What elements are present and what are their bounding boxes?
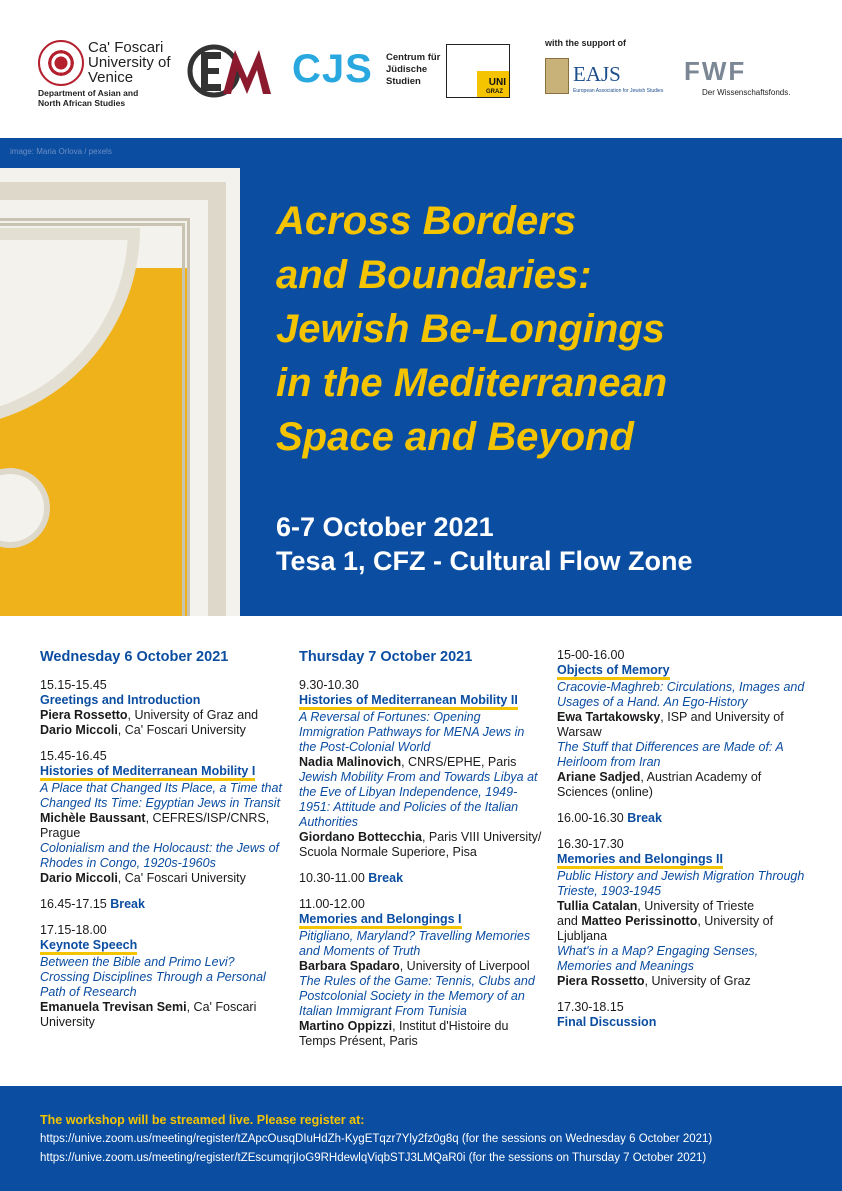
- fwf-subtitle: Der Wissenschaftsfonds.: [702, 88, 791, 97]
- speaker: [299, 830, 545, 860]
- session-time: 17.15-18.00: [40, 923, 107, 937]
- speaker-affiliation: , University of Graz: [644, 974, 751, 988]
- break-time: 16.00-16.30: [557, 811, 628, 825]
- fwf-logo: [684, 56, 804, 100]
- session: [557, 648, 807, 800]
- talk-title: Jewish Mobility From and Towards Libya at the Eve of Libyan Independence, 1949-1951: Attitude and Policies of the Italian Authorities: [299, 770, 538, 829]
- unigraz-top: UNI: [488, 77, 506, 88]
- speaker: [40, 708, 284, 723]
- speaker: [40, 871, 284, 886]
- unigraz-bottom: GRAZ: [486, 89, 503, 95]
- talk-title: The Rules of the Game: Tennis, Clubs and Postcolonial Society in the Memory of an Italian Immigrant From Tunisia: [299, 974, 535, 1018]
- talk-title: Public History and Jewish Migration Through Trieste, 1903-1945: [557, 869, 805, 898]
- talk-title: Cracovie-Maghreb: Circulations, Images and Usages of a Hand. An Ego-History: [557, 680, 805, 709]
- image-credit: image: Maria Orlova / pexels: [10, 147, 112, 156]
- title-line: Space and Beyond: [276, 415, 634, 459]
- session: [299, 678, 545, 860]
- speaker: [557, 710, 807, 740]
- speaker-affiliation: , University of Trieste: [637, 899, 755, 913]
- title-line: and Boundaries:: [276, 253, 592, 297]
- session-title: Memories and Belongings I: [299, 912, 462, 929]
- speaker-name: Giordano Bottecchia: [299, 830, 422, 844]
- day-heading: Wednesday 6 October 2021: [40, 649, 229, 665]
- unive-seal-icon: [38, 40, 84, 86]
- day-heading: Thursday 7 October 2021: [299, 649, 473, 665]
- session-title: Histories of Mediterranean Mobility II: [299, 693, 518, 710]
- break-label: Break: [110, 897, 145, 911]
- speaker-affiliation: , University of Liverpool: [399, 959, 530, 973]
- speaker: [299, 1019, 545, 1049]
- speaker: [557, 914, 807, 944]
- cjs-mark: CJS: [292, 47, 373, 91]
- speaker-name: Ewa Tartakowsky: [557, 710, 661, 724]
- speaker-affiliation: , Austrian Academy of Sciences (online): [557, 770, 762, 799]
- speaker-name: Michèle Baussant: [40, 811, 146, 825]
- speaker: [40, 1000, 284, 1030]
- unive-name: Ca' Foscari University of Venice: [88, 39, 171, 86]
- session: [40, 749, 284, 886]
- speaker-conjunction: and: [557, 914, 582, 928]
- session-title: Objects of Memory: [557, 663, 670, 680]
- eajs-name: EAJS: [573, 62, 621, 86]
- speaker-affiliation: , CNRS/EPHE, Paris: [401, 755, 517, 769]
- break-label: Break: [368, 871, 404, 885]
- speaker-name: Matteo Perissinotto: [581, 914, 698, 928]
- session-time: 15.45-16.45: [40, 749, 107, 763]
- program-column-thursday-afternoon: [557, 648, 807, 1041]
- session-time: 16.30-17.30: [557, 837, 624, 851]
- eajs-logo: [545, 58, 677, 98]
- session-time: 11.00-12.00: [299, 897, 365, 911]
- break: [299, 871, 545, 886]
- speaker-affiliation: , University of Ljubljana: [557, 914, 774, 943]
- speaker-affiliation: , Ca' Foscari University: [117, 723, 246, 737]
- speaker-name: Dario Miccoli: [40, 871, 118, 885]
- speaker-affiliation: , ISP and University of Warsaw: [557, 710, 784, 739]
- registration-link-wednesday[interactable]: https://unive.zoom.us/meeting/register/tZApcOusqDIuHdZh-KygETqzr7Yly2fz0g8q (for the sessions on Wednesday 6 October 2021): [40, 1133, 713, 1145]
- em-logo-icon: [187, 44, 273, 98]
- speaker-name: Tullia Catalan: [557, 899, 638, 913]
- talk-title: Between the Bible and Primo Levi? Crossing Disciplines Through a Personal Path of Research: [40, 955, 266, 999]
- speaker: [299, 755, 545, 770]
- unive-department: Department of Asian and North African Studies: [38, 88, 139, 108]
- session-title: Greetings and Introduction: [40, 693, 201, 707]
- speaker: [557, 770, 807, 800]
- talk-title: The Stuff that Differences are Made of: A Heirloom from Iran: [557, 740, 784, 769]
- speaker-affiliation: , CEFRES/ISP/CNRS, Prague: [40, 811, 270, 840]
- speaker: [40, 811, 284, 841]
- title-line: in the Mediterranean: [276, 361, 668, 405]
- break: [40, 897, 284, 912]
- event-title: [276, 194, 816, 464]
- session: [40, 923, 284, 1030]
- speaker-name: Martino Oppizzi: [299, 1019, 393, 1033]
- registration-link-thursday[interactable]: https://unive.zoom.us/meeting/register/tZEscumqrjIoG9RHdewlqViqbSTJ3LMQaR0i (for the sessions on Thursday 7 October 2021): [40, 1152, 707, 1164]
- speaker: [557, 899, 807, 914]
- hero-banner: [0, 138, 842, 616]
- speaker-affiliation: , Paris VIII University/ Scuola Normale Superiore, Pisa: [299, 830, 542, 859]
- session: [557, 837, 807, 989]
- speaker-name: Piera Rossetto: [40, 708, 128, 722]
- support-label: with the support of: [545, 38, 626, 48]
- speaker-name: Nadia Malinovich: [299, 755, 402, 769]
- event-date: 6-7 October 2021: [276, 512, 494, 542]
- ornament-image: [0, 168, 240, 616]
- cjs-logo: [292, 48, 442, 92]
- title-line: Jewish Be-Longings: [276, 307, 665, 351]
- session-title: Keynote Speech: [40, 938, 137, 955]
- speaker-affiliation: , Institut d'Histoire du Temps Présent, Paris: [299, 1019, 509, 1048]
- session-time: 17.30-18.15: [557, 1000, 624, 1014]
- program-column-thursday-morning: [299, 648, 545, 1060]
- speaker-name: Dario Miccoli: [40, 723, 118, 737]
- speaker-name: Piera Rossetto: [557, 974, 645, 988]
- session: [557, 1000, 807, 1030]
- program-column-wednesday: [40, 648, 284, 1041]
- session-title: Final Discussion: [557, 1015, 657, 1029]
- fwf-mark: FWF: [684, 56, 747, 86]
- break-time: 16.45-17.15: [40, 897, 111, 911]
- talk-title: What's in a Map? Engaging Senses, Memories and Meanings: [557, 944, 759, 973]
- talk-title: A Reversal of Fortunes: Opening Immigration Pathways for MENA Jews in the Post-Colonial World: [299, 710, 525, 754]
- speaker-name: Barbara Spadaro: [299, 959, 400, 973]
- speaker: [557, 974, 807, 989]
- eajs-subtitle: European Association for Jewish Studies: [573, 88, 664, 94]
- registration-footer: [0, 1086, 842, 1191]
- speaker: [40, 723, 284, 738]
- break-label: Break: [627, 811, 662, 825]
- session-time: 15.15-15.45: [40, 678, 107, 692]
- speaker-affiliation: , Ca' Foscari University: [40, 1000, 257, 1029]
- talk-title: Colonialism and the Holocaust: the Jews of Rhodes in Congo, 1920s-1960s: [40, 841, 280, 870]
- talk-title: A Place that Changed Its Place, a Time that Changed Its Time: Egyptian Jews in Transit: [40, 781, 282, 810]
- speaker: [299, 959, 545, 974]
- speaker-name: Emanuela Trevisan Semi: [40, 1000, 187, 1014]
- title-line: Across Borders: [276, 199, 577, 243]
- break: [557, 811, 807, 826]
- speaker-name: Ariane Sadjed: [557, 770, 641, 784]
- eajs-emblem-icon: [545, 58, 569, 94]
- unive-logo: [38, 40, 178, 110]
- session-title: Histories of Mediterranean Mobility I: [40, 764, 255, 781]
- logo-header: [0, 0, 842, 138]
- cjs-text: Centrum für Jüdische Studien: [386, 52, 441, 87]
- talk-title: Pitigliano, Maryland? Travelling Memories and Moments of Truth: [299, 929, 531, 958]
- speaker-affiliation: , University of Graz and: [127, 708, 259, 722]
- session-time: 9.30-10.30: [299, 678, 359, 692]
- session: [299, 897, 545, 1049]
- session: [40, 678, 284, 738]
- speaker-affiliation: , Ca' Foscari University: [117, 871, 246, 885]
- session-title: Memories and Belongings II: [557, 852, 723, 869]
- unigraz-logo: [446, 44, 510, 98]
- registration-heading: The workshop will be streamed live. Please register at:: [40, 1113, 365, 1127]
- break-time: 10.30-11.00: [299, 871, 369, 885]
- session-time: 15-00-16.00: [557, 648, 625, 662]
- event-venue: Tesa 1, CFZ - Cultural Flow Zone: [276, 546, 693, 576]
- em-logo: [187, 44, 273, 98]
